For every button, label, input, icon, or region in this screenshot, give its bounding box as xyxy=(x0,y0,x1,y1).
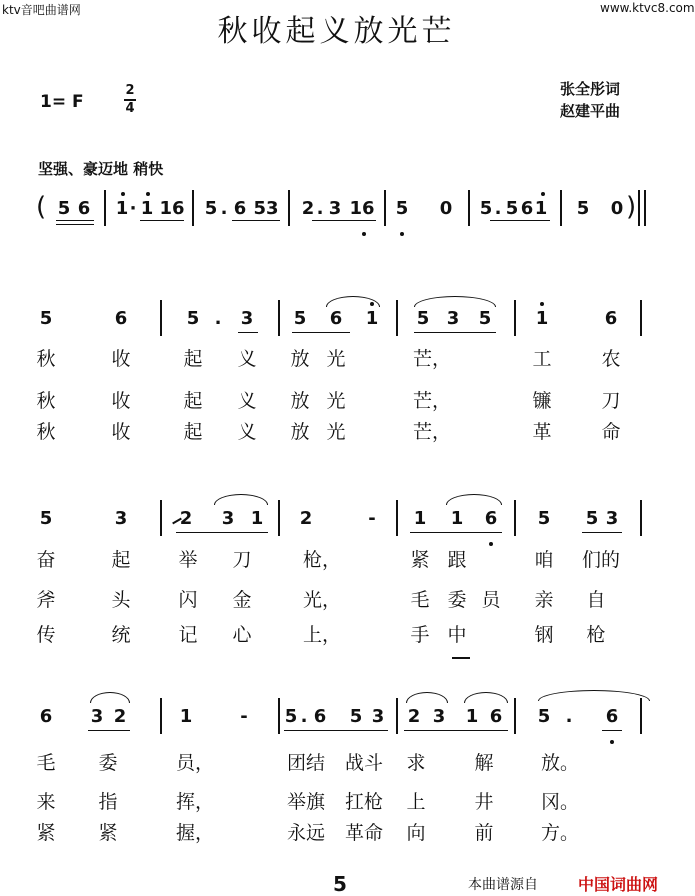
lyric-line xyxy=(0,344,673,370)
barline xyxy=(514,500,516,536)
note: 6 xyxy=(520,198,534,219)
lyric: 农 xyxy=(601,348,621,370)
note: 5 xyxy=(585,508,599,529)
high-octave-dot xyxy=(540,302,544,306)
page-number: 5 xyxy=(333,872,347,896)
barline xyxy=(160,300,162,336)
slur xyxy=(446,494,502,505)
note: 3 xyxy=(114,508,128,529)
note: . xyxy=(494,198,502,219)
note: 1 xyxy=(465,706,479,727)
lyric: 挥， xyxy=(175,791,215,813)
barline xyxy=(396,300,398,336)
note: 5 xyxy=(284,706,298,727)
lyric: 冈。 xyxy=(540,791,580,813)
staff-row-3 xyxy=(0,698,673,738)
lyric: 统 xyxy=(111,624,131,646)
lyric: 芒， xyxy=(412,421,452,443)
high-octave-dot xyxy=(370,302,374,306)
lyric-line xyxy=(0,417,673,443)
lyric: 收 xyxy=(111,421,131,443)
lyric: 上， xyxy=(302,624,342,646)
lyric: 光 xyxy=(326,390,346,412)
barline xyxy=(104,190,106,226)
slur xyxy=(214,494,268,505)
note: 16 xyxy=(349,198,375,219)
note: 2 xyxy=(113,706,127,727)
note: 2 xyxy=(179,508,193,529)
note: 1 xyxy=(534,198,548,219)
lyric: 传 xyxy=(36,624,56,646)
lyric: 秋 xyxy=(36,421,56,443)
note: 5 xyxy=(576,198,590,219)
barline xyxy=(160,698,162,734)
note: 5 xyxy=(39,308,53,329)
watermark-right: www.ktvc8.com xyxy=(600,1,695,15)
lyric: 枪 xyxy=(586,624,606,646)
end-repeat-barline xyxy=(638,190,646,226)
note: 6 xyxy=(329,308,343,329)
lyric-line xyxy=(0,787,673,813)
lyric: 命 xyxy=(601,421,621,443)
underline xyxy=(312,220,376,221)
note: 6 xyxy=(484,508,498,529)
lyric-line xyxy=(0,818,673,844)
lyric: 义 xyxy=(237,348,257,370)
lyric: 秋 xyxy=(36,390,56,412)
note: 5 xyxy=(537,508,551,529)
low-octave-dot xyxy=(610,740,614,744)
note: . xyxy=(214,308,222,329)
note: 6 xyxy=(77,198,91,219)
lyric: 紧 xyxy=(98,822,118,844)
dash-mark xyxy=(452,657,470,659)
note: 6 xyxy=(39,706,53,727)
note: 5 xyxy=(293,308,307,329)
note: 3 xyxy=(432,706,446,727)
lyric: 放。 xyxy=(540,752,580,774)
lyric: 金 xyxy=(232,589,252,611)
lyric: 刀 xyxy=(601,390,621,412)
note: 5 xyxy=(537,706,551,727)
lyric: 刀 xyxy=(232,549,252,571)
lyric: 芒， xyxy=(412,348,452,370)
note: 5 xyxy=(479,198,493,219)
underline xyxy=(602,730,622,731)
note: 5 xyxy=(505,198,519,219)
note: 5 xyxy=(39,508,53,529)
staff-row-2 xyxy=(0,500,673,540)
note: 1 xyxy=(450,508,464,529)
staff-row-1 xyxy=(0,300,673,340)
note: 1 xyxy=(115,198,129,219)
barline xyxy=(288,190,290,226)
barline xyxy=(514,698,516,734)
lyric: 向 xyxy=(406,822,426,844)
lyric: 革 xyxy=(532,421,552,443)
lyric-line xyxy=(0,620,673,646)
note: . xyxy=(220,198,228,219)
barline xyxy=(468,190,470,226)
underline xyxy=(56,220,94,221)
lyric: 闪 xyxy=(178,589,198,611)
underline xyxy=(582,532,622,533)
lyric: 毛 xyxy=(410,589,430,611)
lyric: 委 xyxy=(98,752,118,774)
lyric: 起 xyxy=(183,348,203,370)
slur xyxy=(464,692,508,703)
note: 0 xyxy=(439,198,453,219)
note: 6 xyxy=(489,706,503,727)
note: 16 xyxy=(159,198,185,219)
note: - xyxy=(368,508,376,529)
lyric: 镰 xyxy=(532,390,552,412)
lyric: 奋 xyxy=(36,549,56,571)
high-octave-dot xyxy=(121,192,125,196)
slur xyxy=(406,692,448,703)
note: 3 xyxy=(90,706,104,727)
barline xyxy=(278,698,280,734)
song-title: 秋收起义放光芒 xyxy=(217,14,456,49)
low-octave-dot xyxy=(362,232,366,236)
tempo-marking: 坚强、豪迈地 稍快 xyxy=(38,160,164,178)
underline xyxy=(88,730,130,731)
lyric: 起 xyxy=(183,390,203,412)
lyric: 扛枪 xyxy=(344,791,384,813)
watermark-left: ktv音吧曲谱网 xyxy=(2,3,81,17)
note: 5 xyxy=(204,198,218,219)
lyric: 光， xyxy=(302,589,342,611)
note: 53 xyxy=(253,198,279,219)
barline xyxy=(396,500,398,536)
lyric-line xyxy=(0,585,673,611)
note: 0 xyxy=(610,198,624,219)
lyric: 放 xyxy=(290,390,310,412)
lyric: 工 xyxy=(532,348,552,370)
high-octave-dot xyxy=(146,192,150,196)
lyric-line xyxy=(0,545,673,571)
lyric: 心 xyxy=(232,624,252,646)
lyric: 光 xyxy=(326,348,346,370)
lyric: 井 xyxy=(474,791,494,813)
note: 2 xyxy=(301,198,315,219)
note: 3 xyxy=(446,308,460,329)
note: 6 xyxy=(313,706,327,727)
note: 1 xyxy=(413,508,427,529)
lyric: 义 xyxy=(237,421,257,443)
note: 3 xyxy=(328,198,342,219)
barline xyxy=(640,300,642,336)
note: 3 xyxy=(221,508,235,529)
underline xyxy=(232,220,280,221)
note: 5 xyxy=(57,198,71,219)
lyric: 记 xyxy=(178,624,198,646)
underline xyxy=(414,332,496,333)
lyric: 团结 xyxy=(286,752,326,774)
high-octave-dot xyxy=(541,192,545,196)
note: 5 xyxy=(349,706,363,727)
note: - xyxy=(240,706,248,727)
time-sig-bottom: 4 xyxy=(125,101,135,116)
lyric: 跟 xyxy=(447,549,467,571)
underline xyxy=(284,730,388,731)
note: 2 xyxy=(407,706,421,727)
lyric: 员， xyxy=(175,752,215,774)
lyric: 员 xyxy=(481,589,501,611)
note: 5 xyxy=(416,308,430,329)
lyric: 收 xyxy=(111,348,131,370)
close-paren: ) xyxy=(626,192,637,222)
note: 3 xyxy=(240,308,254,329)
lyric: 义 xyxy=(237,390,257,412)
lyric: 中 xyxy=(447,624,467,646)
lyric: 收 xyxy=(111,390,131,412)
lyric: 光 xyxy=(326,421,346,443)
note: 1 xyxy=(365,308,379,329)
barline xyxy=(640,698,642,734)
lyric: 斧 xyxy=(36,589,56,611)
lyric: 紧 xyxy=(410,549,430,571)
lyric: 紧 xyxy=(36,822,56,844)
lyric: 举 xyxy=(178,549,198,571)
source-label: 本曲谱源自 xyxy=(468,877,538,893)
note: . xyxy=(300,706,308,727)
lyric: 咱 xyxy=(534,549,554,571)
lyric: 放 xyxy=(290,421,310,443)
underline xyxy=(56,224,94,225)
note: 1 xyxy=(140,198,154,219)
barline xyxy=(560,190,562,226)
underline xyxy=(292,332,350,333)
underline xyxy=(176,532,268,533)
lyric: 钢 xyxy=(534,624,554,646)
note: · xyxy=(129,198,137,219)
lyric-line xyxy=(0,748,673,774)
low-octave-dot xyxy=(400,232,404,236)
lyric-line xyxy=(0,386,673,412)
note: 2 xyxy=(299,508,313,529)
barline xyxy=(192,190,194,226)
lyric: 起 xyxy=(183,421,203,443)
underline xyxy=(410,532,502,533)
slur xyxy=(90,692,130,703)
note: 5 xyxy=(186,308,200,329)
key-signature: 1= F xyxy=(40,92,84,112)
lyric: 指 xyxy=(98,791,118,813)
barline xyxy=(278,500,280,536)
tie xyxy=(538,690,650,701)
barline xyxy=(384,190,386,226)
note: . xyxy=(316,198,324,219)
lyric: 求 xyxy=(406,752,426,774)
slur xyxy=(414,296,496,307)
lyric: 战斗 xyxy=(344,752,384,774)
barline xyxy=(396,698,398,734)
lyric: 枪， xyxy=(302,549,342,571)
lyric: 举旗 xyxy=(286,791,326,813)
source-site-link[interactable]: 中国词曲网 xyxy=(578,875,659,894)
underline xyxy=(238,332,258,333)
lyric: 革命 xyxy=(344,822,384,844)
lyric: 上 xyxy=(406,791,426,813)
lyric: 委 xyxy=(447,589,467,611)
note: . xyxy=(565,706,573,727)
lyric: 永远 xyxy=(286,822,326,844)
note: 6 xyxy=(233,198,247,219)
composer-credit: 赵建平曲 xyxy=(560,102,621,120)
lyric: 自 xyxy=(586,589,606,611)
note: 6 xyxy=(605,706,619,727)
lyric: 们的 xyxy=(581,549,621,571)
barline xyxy=(640,500,642,536)
time-signature xyxy=(124,84,136,116)
barline xyxy=(160,500,162,536)
time-sig-top: 2 xyxy=(125,83,135,98)
lyric: 方。 xyxy=(540,822,580,844)
barline xyxy=(278,300,280,336)
lyric: 头 xyxy=(111,589,131,611)
note: 6 xyxy=(114,308,128,329)
underline xyxy=(490,220,550,221)
lyric: 放 xyxy=(290,348,310,370)
open-paren: ( xyxy=(36,192,47,222)
note: 3 xyxy=(371,706,385,727)
intro-staff xyxy=(0,190,673,230)
note: 1 xyxy=(179,706,193,727)
barline xyxy=(514,300,516,336)
lyric: 亲 xyxy=(534,589,554,611)
lyric: 芒， xyxy=(412,390,452,412)
underline xyxy=(140,220,184,221)
lyric: 起 xyxy=(111,549,131,571)
note: 5 xyxy=(395,198,409,219)
lyricist-credit: 张全彤词 xyxy=(560,80,621,98)
lyric: 握， xyxy=(175,822,215,844)
lyric: 毛 xyxy=(36,752,56,774)
lyric: 前 xyxy=(474,822,494,844)
lyric: 秋 xyxy=(36,348,56,370)
note: 6 xyxy=(604,308,618,329)
underline xyxy=(404,730,508,731)
note: 3 xyxy=(605,508,619,529)
lyric: 手 xyxy=(410,624,430,646)
note: 5 xyxy=(478,308,492,329)
lyric: 来 xyxy=(36,791,56,813)
note: 1 xyxy=(535,308,549,329)
lyric: 解 xyxy=(474,752,494,774)
note: 1 xyxy=(250,508,264,529)
